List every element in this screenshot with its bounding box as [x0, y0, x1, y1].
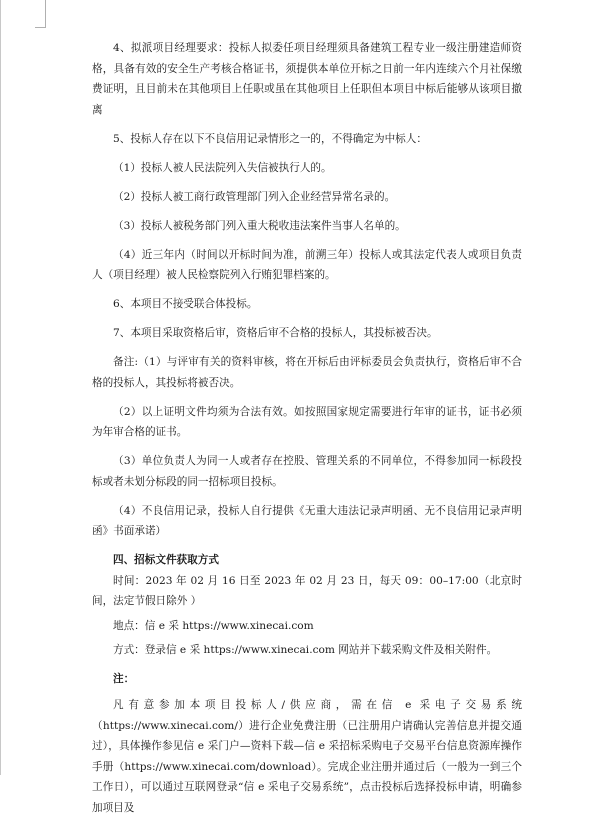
section-heading: 四、招标文件获取方式: [113, 554, 219, 566]
page-corner-mark-horizontal: [35, 27, 46, 28]
paragraph-remark-3: （3）单位负责人为同一人或者存在控股、管理关系的不同单位，不得参加同一标段投标或者未划分标段的同一招标项目投标。: [92, 455, 522, 488]
note-title: 注：: [113, 672, 135, 685]
note-text: 凡有意参加本项目投标人/供应商，需在信 e 采电子交易系统（https://www.xinecai.com/）进行企业免费注册（已注册用户请确认完善信息并提交通过），具体操作参见信 e 采门户—资料下载—信 e 采招标采购电子交易平台信息资源库操作手册（https://www.xinecai.com/download）。完成企业注册并通过后（一般为一到三个工作日），可以通过互联网登录“信 e 采电子交易系统”，点击投标后选择投标申请，明确参加项目及: [92, 699, 522, 814]
paragraph-credit-3: （3）投标人被税务部门列入重大税收违法案件当事人名单的。: [113, 219, 406, 232]
section-method: 方式：登录信 e 采 https://www.xinecai.com 网站并下载采购文件及相关附件。: [113, 644, 498, 656]
paragraph-credit-4: （4）近三年内（时间以开标时间为准，前溯三年）投标人或其法定代表人或项目负责人（项目经理）被人民检察院列入行贿犯罪档案的。: [92, 248, 522, 281]
paragraph-remark-4: （4）不良信用记录，投标人自行提供《无重大违法记录声明函、无不良信用记录声明函》书面承诺）: [92, 504, 522, 537]
paragraph-credit-1: （1）投标人被人民法院列入失信被执行人的。: [113, 161, 332, 174]
paragraph-remark-1: 备注:（1）与评审有关的资料审核，将在开标后由评标委员会负责执行，资格后审不合格的投标人，其投标将被否决。: [92, 356, 522, 389]
paragraph-credit-records: 5、投标人存在以下不良信用记录情形之一的，不得确定为中标人：: [113, 132, 427, 145]
paragraph-remark-2: （2）以上证明文件均须为合法有效。如按照国家规定需要进行年审的证书，证书必须为年审合格的证书。: [92, 405, 522, 438]
section-time: 时间：2023 年 02 月 16 日至 2023 年 02 月 23 日，每天 09：00–17:00（北京时间，法定节假日除外 ）: [92, 574, 522, 607]
document-body: [92, 38, 522, 827]
page-corner-mark-vertical: [45, 0, 46, 28]
paragraph-post-qualification: 7、本项目采取资格后审，资格后审不合格的投标人，其投标被否决。: [113, 327, 438, 339]
paragraph-project-manager: 4、拟派项目经理要求：投标人拟委任项目经理须具备建筑工程专业一级注册建造师资格，具备有效的安全生产考核合格证书，须提供本单位开标之日前一年内连续六个月社保缴费证明，且目前未在其他项目上任职或虽在其他项目上任职但本项目中标后能够从该项目撤离: [92, 42, 522, 116]
paragraph-credit-2: （2）投标人被工商行政管理部门列入企业经营异常名录的。: [113, 190, 396, 203]
section-place: 地点：信 e 采 https://www.xinecai.com: [113, 619, 314, 632]
paragraph-joint-bid: 6、本项目不接受联合体投标。: [113, 298, 258, 310]
